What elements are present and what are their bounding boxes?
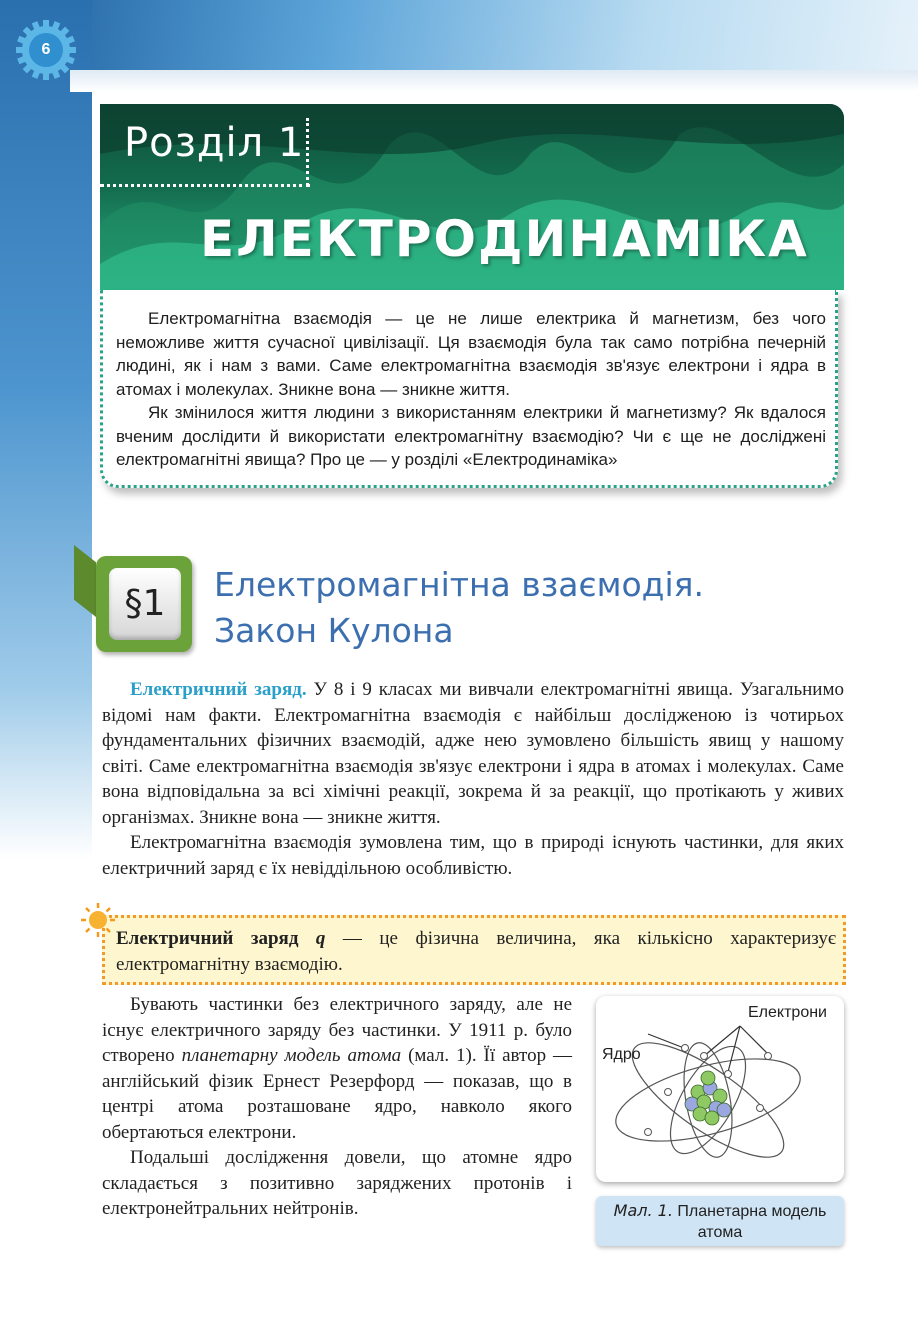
page-side-background <box>0 0 92 860</box>
body-paragraph-text: У 8 і 9 класах ми вивчали електромагнітні явища. Узагальнимо відомі нам факти. Електромагнітна взаємодія є найбільш дослідженою із чотирьох фундаментальних фізичних взаємодій, адже нею зумовлено більшість явищ у нашому світі. Саме електромагнітна взаємодія зв'язує електрони і ядра в атомах і молекулах. Саме вона відповідальна за всі хімічні реакції, зокрема й за реакції, що протікають у живих організмах. Зникне вона — зникне життя. <box>102 679 844 828</box>
body-paragraph: Електромагнітна взаємодія зумовлена тим, що в природі існують частинки, для яких електричний заряд є їх невіддільною особливістю. <box>102 832 844 879</box>
chapter-label-divider-vertical <box>306 118 309 186</box>
section-number: §1 <box>124 583 166 624</box>
intro-paragraph: Як змінилося життя людини з використанням електрики й магнетизму? Як вдалося вченим дослідити й використати електромагнітну взаємодію? Чи є ще не досліджені електромагнітні явища? Про це — у розділі «Електродинаміка» <box>116 403 826 469</box>
column-text <box>102 992 572 1222</box>
page-number: 6 <box>41 41 51 58</box>
section-title <box>214 562 704 654</box>
atom-model-illustration <box>596 996 844 1182</box>
definition-term: Електричний заряд <box>116 928 299 949</box>
column-text-segment: (мал. 1). Її автор — англійський фізик Ернест Резерфорд — показав, що в центрі атома розташоване ядро, навколо якого обертаються електрони. <box>102 1045 572 1143</box>
body-paragraph: Подальші дослідження довели, що атомне ядро складається з позитивно заряджених протонів і електронейтральних нейтронів. <box>102 1147 572 1219</box>
caption-number: Мал. 1. <box>613 1201 673 1220</box>
chapter-intro-text <box>116 307 826 472</box>
section-title-line: Закон Кулона <box>214 611 454 650</box>
definition-body: — це фізична величина, яка кількісно характеризує електромагнітну взаємодію. <box>116 928 836 975</box>
page-sheet-shadow <box>70 70 918 92</box>
italic-term: планетарну модель атома <box>181 1045 402 1066</box>
term-highlight: Електричний заряд. <box>130 679 307 700</box>
definition-text <box>116 926 836 978</box>
definition-symbol: q <box>315 928 326 949</box>
chapter-label: Розділ 1 <box>124 120 305 166</box>
chapter-title: ЕЛЕКТРОДИНАМІКА <box>200 210 809 268</box>
chapter-label-divider <box>100 184 310 187</box>
label-electrons: Електрони <box>748 1004 827 1021</box>
figure-caption <box>596 1200 844 1243</box>
caption-text: Планетарна модель атома <box>677 1203 827 1241</box>
label-nucleus: Ядро <box>602 1046 641 1063</box>
body-text <box>102 677 844 881</box>
intro-paragraph: Електромагнітна взаємодія — це не лише електрика й магнетизм, без чого неможливе життя сучасної цивілізації. Ця взаємодія була так само потрібна печерній людині, як і нам з вами. Саме електромагнітна взаємодія зв'язує електрони і ядра в атомах і молекулах. Зникне вона — зникне життя. <box>116 309 826 399</box>
column-text-segment: Бувають частинки без електричного заряду, але не існує електричного заряду без частинки. У 1911 р. було створено <box>102 994 572 1066</box>
body-paragraph <box>102 992 572 1145</box>
section-title-line: Електромагнітна взаємодія. <box>214 565 704 604</box>
sun-icon <box>80 902 116 938</box>
body-paragraph <box>102 677 844 830</box>
